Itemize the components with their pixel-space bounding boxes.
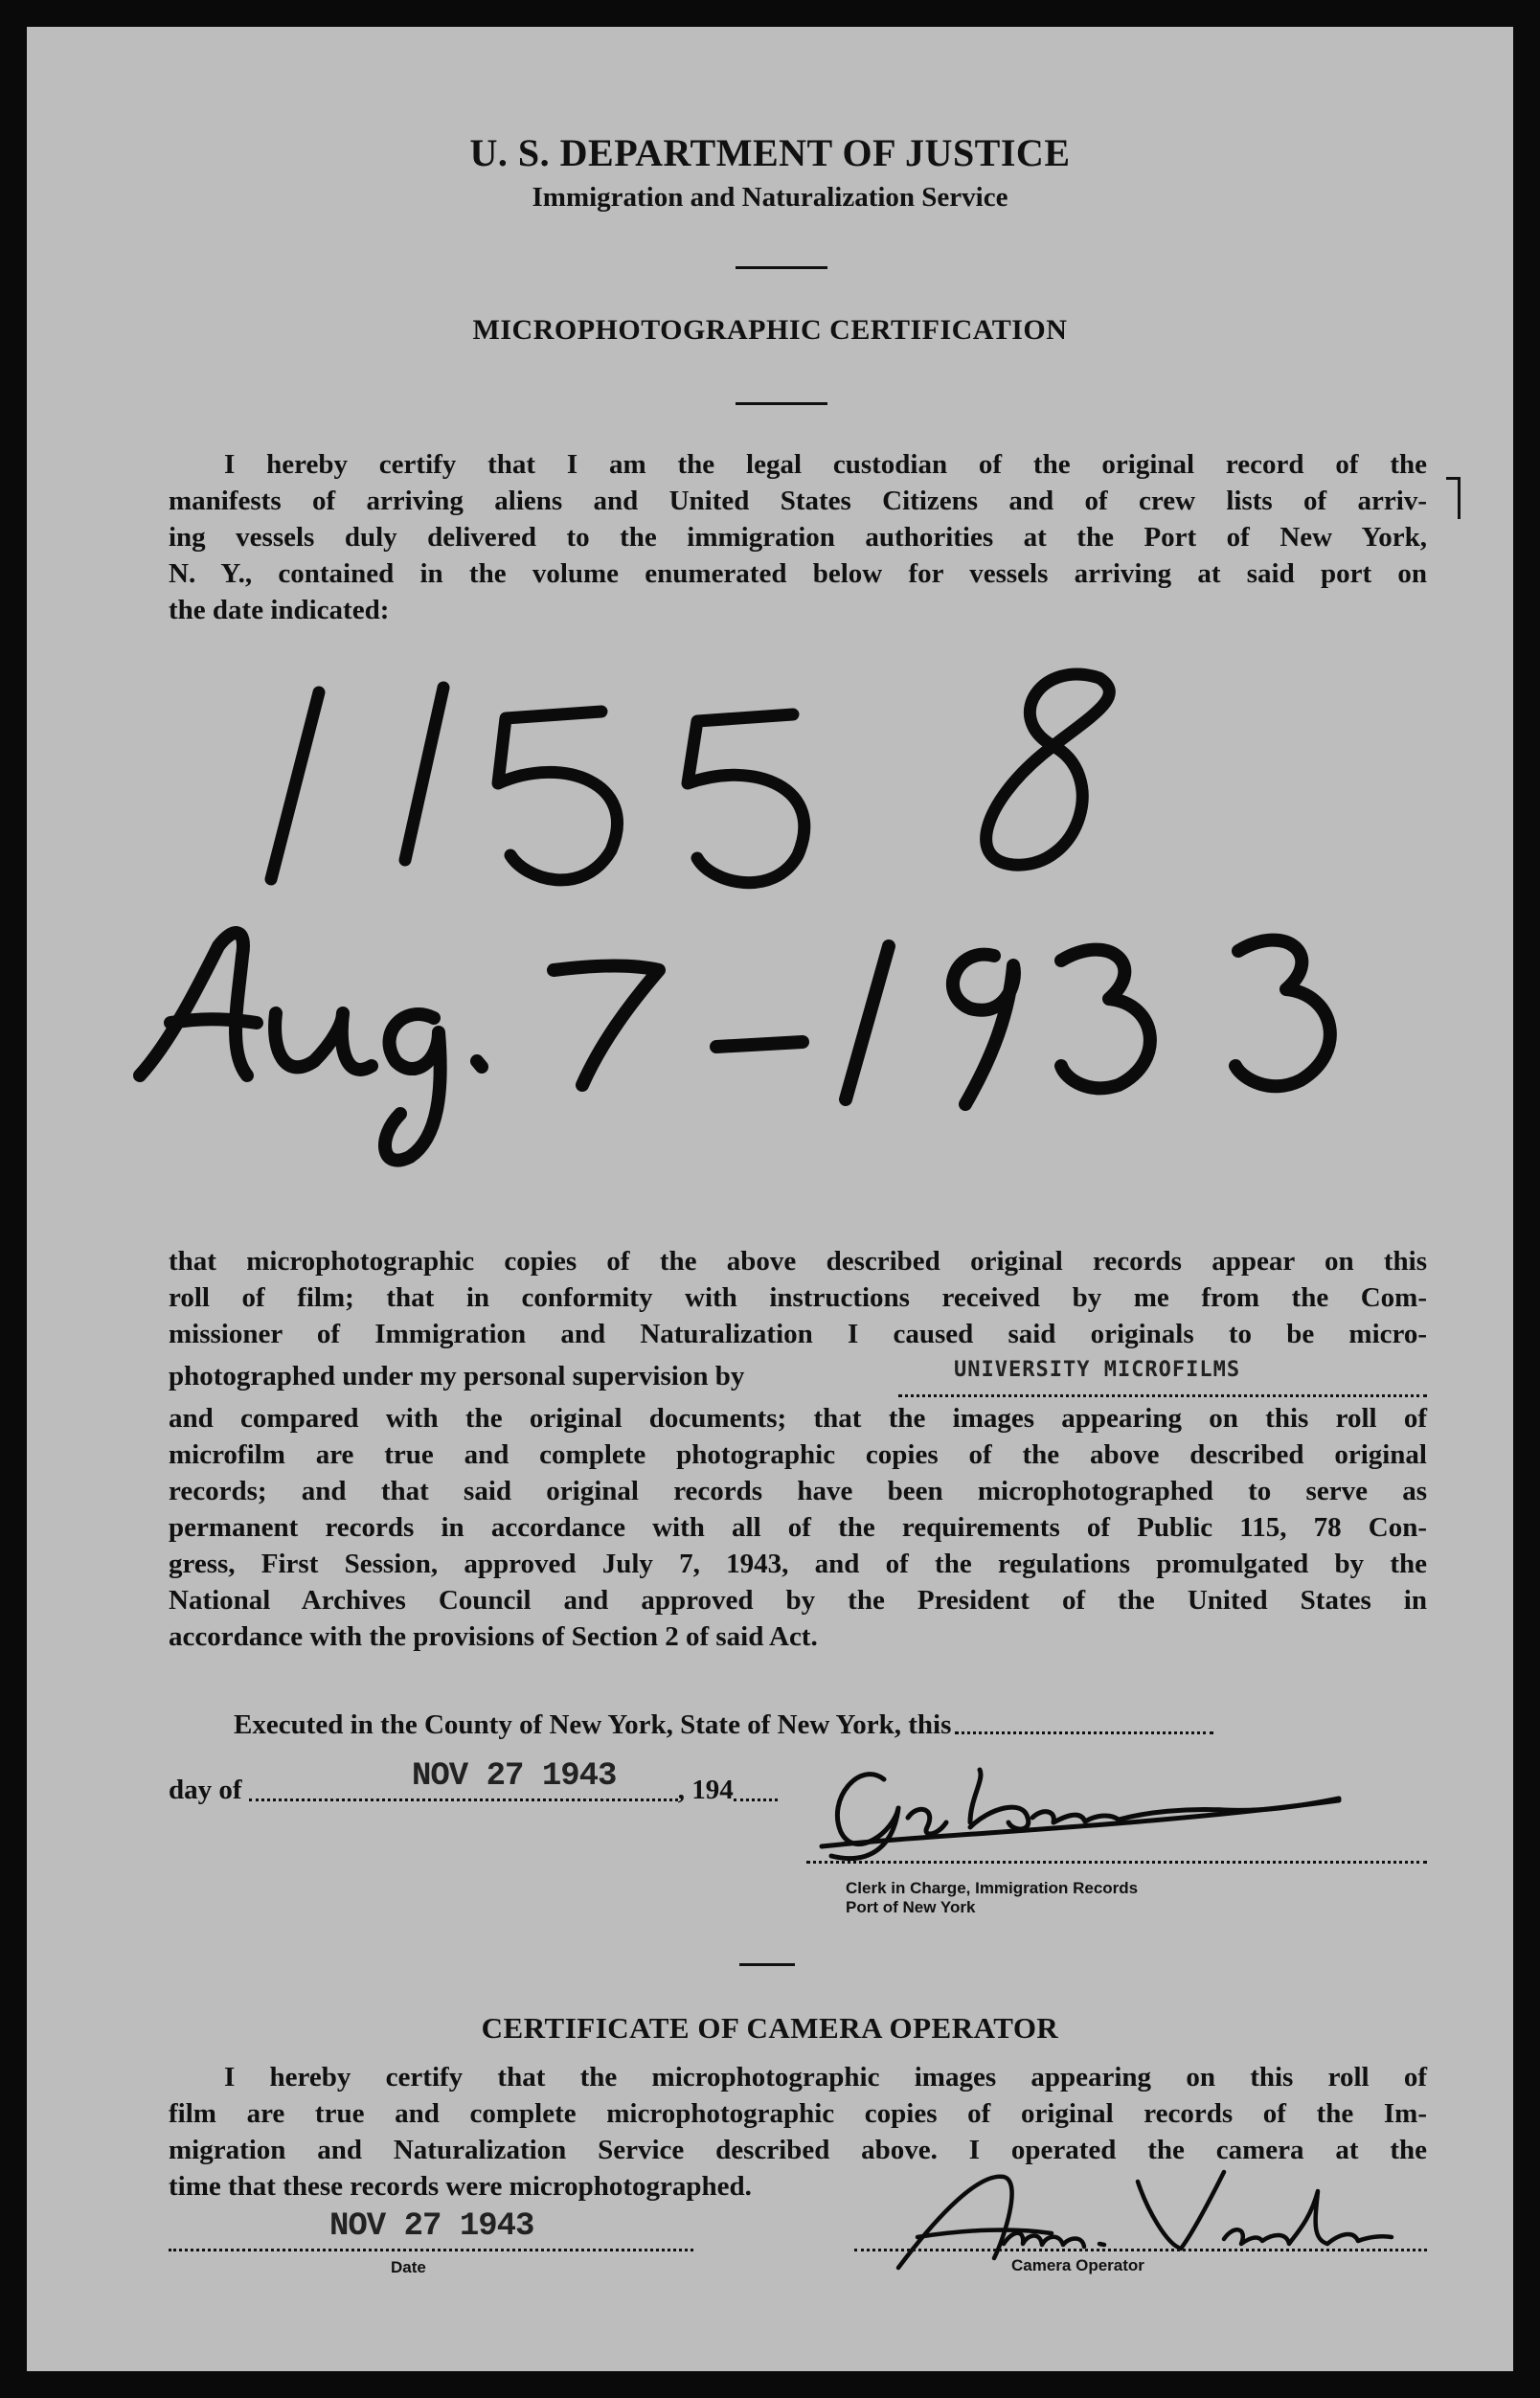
paragraph-line: manifests of arriving aliens and United States Citizens and of crew lists of arriv- bbox=[169, 486, 1427, 516]
clerk-signature-line bbox=[806, 1861, 1427, 1864]
executed-day-field bbox=[955, 1707, 1213, 1734]
executed-line bbox=[234, 1707, 1427, 1743]
scan-mark bbox=[1458, 477, 1461, 519]
camera-certificate-title: CERTIFICATE OF CAMERA OPERATOR bbox=[481, 2011, 1059, 2045]
paragraph-line: accordance with the provisions of Section 2 of said Act. bbox=[169, 1621, 818, 1652]
clerk-title-line: Port of New York bbox=[846, 1898, 976, 1916]
paragraph-line: microfilm are true and complete photographic copies of the above described original bbox=[169, 1439, 1427, 1470]
executed-text: Executed in the County of New York, State of New York, this bbox=[234, 1709, 952, 1740]
camera-date-line bbox=[169, 2249, 693, 2251]
certification-paragraph bbox=[169, 1243, 1427, 1655]
divider-rule bbox=[736, 402, 827, 405]
certificate-sheet bbox=[27, 27, 1513, 2371]
paragraph-line: time that these records were microphotographed. bbox=[169, 2171, 752, 2202]
paragraph-line: gress, First Session, approved July 7, 1943, and of the regulations promulgated by the bbox=[169, 1549, 1427, 1579]
day-of-label: day of bbox=[169, 1775, 242, 1805]
paragraph-line: records; and that said original records have been microphotographed to serve as bbox=[169, 1476, 1427, 1506]
paragraph-line: National Archives Council and approved by the President of the United States in bbox=[169, 1585, 1427, 1616]
clerk-signature bbox=[803, 1741, 1377, 1875]
camera-operator-label: Camera Operator bbox=[1011, 2256, 1144, 2274]
paragraph-line: film are true and complete microphotographic copies of original records of the Im- bbox=[169, 2098, 1427, 2129]
department-heading: U. S. DEPARTMENT OF JUSTICE bbox=[469, 131, 1071, 174]
camera-operator-line bbox=[854, 2249, 1427, 2251]
document-title: MICROPHOTOGRAPHIC CERTIFICATION bbox=[472, 314, 1068, 346]
microfilmer-name: UNIVERSITY MICROFILMS bbox=[954, 1358, 1241, 1382]
clerk-title-line: Clerk in Charge, Immigration Records bbox=[846, 1879, 1139, 1897]
paragraph-line: and compared with the original documents; that the images appearing on this roll of bbox=[169, 1403, 1427, 1434]
paragraph-line: I hereby certify that the microphotographic images appearing on this roll of bbox=[224, 2062, 1427, 2093]
divider-rule bbox=[739, 1963, 795, 1966]
paragraph-line: missioner of Immigration and Naturalization I caused said originals to be micro- bbox=[169, 1319, 1427, 1349]
paragraph-line: N. Y., contained in the volume enumerated below for vessels arriving at said port on bbox=[169, 558, 1427, 589]
paragraph-line: that microphotographic copies of the above described original records appear on this bbox=[169, 1246, 1427, 1277]
year-prefix: , 194 bbox=[677, 1775, 734, 1805]
divider-rule bbox=[736, 266, 827, 269]
clerk-title bbox=[846, 1879, 1138, 1917]
paragraph-line: roll of film; that in conformity with instructions received by me from the Com- bbox=[169, 1282, 1427, 1313]
paragraph-line: permanent records in accordance with all of the requirements of Public 115, 78 Con- bbox=[169, 1512, 1427, 1543]
paragraph-line: the date indicated: bbox=[169, 595, 390, 625]
intro-paragraph bbox=[169, 446, 1427, 628]
camera-date-label: Date bbox=[391, 2258, 426, 2276]
supervision-line bbox=[169, 1352, 1427, 1400]
paragraph-line: I hereby certify that I am the legal custodian of the original record of the bbox=[224, 449, 1427, 480]
paragraph-line: migration and Naturalization Service described above. I operated the camera at the bbox=[169, 2135, 1427, 2165]
executed-date-stamp: NOV 27 1943 bbox=[412, 1758, 617, 1795]
year-field bbox=[734, 1772, 778, 1801]
supervision-text: photographed under my personal supervision by bbox=[169, 1361, 745, 1391]
paragraph-line: ing vessels duly delivered to the immigration authorities at the Port of New York, bbox=[169, 522, 1427, 553]
camera-date-stamp: NOV 27 1943 bbox=[329, 2208, 534, 2245]
service-subheading: Immigration and Naturalization Service bbox=[532, 182, 1008, 213]
handwritten-volume-number bbox=[27, 640, 1513, 1176]
